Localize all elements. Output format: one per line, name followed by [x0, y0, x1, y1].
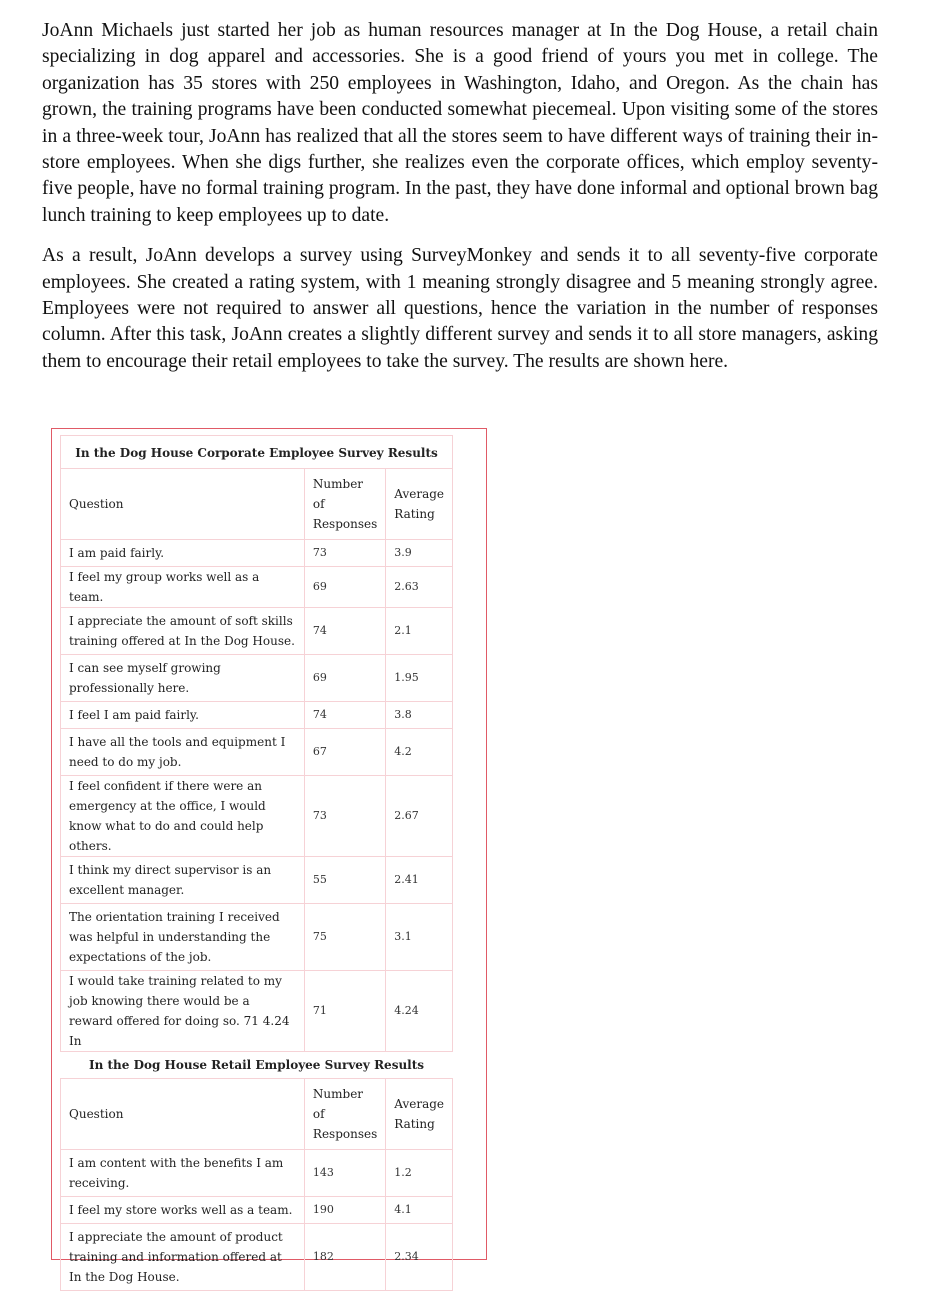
rating-cell: 3.9 — [386, 540, 453, 567]
rating-cell: 2.63 — [386, 567, 453, 608]
responses-cell: 69 — [304, 655, 385, 702]
retail-header-responses: Number of Responses — [304, 1079, 385, 1150]
rating-cell: 4.1 — [386, 1197, 453, 1224]
corporate-table-title: In the Dog House Corporate Employee Survey Results — [61, 436, 453, 469]
survey-results-figure — [51, 428, 487, 1284]
table-row — [61, 702, 453, 729]
question-cell: I would take training related to my job knowing there would be a reward offered for doing so. 71 4.24 In — [61, 971, 305, 1052]
rating-cell: 1.2 — [386, 1150, 453, 1197]
corporate-header-responses: Number of Responses — [304, 469, 385, 540]
corporate-header-question: Question — [61, 469, 305, 540]
responses-cell: 74 — [304, 608, 385, 655]
rating-cell: 2.34 — [386, 1224, 453, 1291]
question-cell: I can see myself growing professionally here. — [61, 655, 305, 702]
table-row — [61, 540, 453, 567]
question-cell: I feel my store works well as a team. — [61, 1197, 305, 1224]
rating-cell: 3.1 — [386, 904, 453, 971]
responses-cell: 55 — [304, 857, 385, 904]
question-cell: I think my direct supervisor is an excellent manager. — [61, 857, 305, 904]
responses-cell: 67 — [304, 729, 385, 776]
table-row — [61, 655, 453, 702]
question-cell: I feel I am paid fairly. — [61, 702, 305, 729]
question-cell: I am paid fairly. — [61, 540, 305, 567]
survey-results-table — [60, 435, 453, 1291]
retail-header-question: Question — [61, 1079, 305, 1150]
question-cell: I have all the tools and equipment I need to do my job. — [61, 729, 305, 776]
retail-header-row — [61, 1079, 453, 1150]
responses-cell: 182 — [304, 1224, 385, 1291]
table-row — [61, 971, 453, 1052]
document-body — [42, 18, 878, 375]
rating-cell: 2.41 — [386, 857, 453, 904]
table-row — [61, 904, 453, 971]
responses-cell: 73 — [304, 776, 385, 857]
table-row — [61, 567, 453, 608]
paragraph-intro: JoAnn Michaels just started her job as human resources manager at In the Dog House, a retail chain specializing in dog apparel and accessories. She is a good friend of yours you met in college. The organization has 35 stores with 250 employees in Washington, Idaho, and Oregon. As the chain has grown, the training programs have been conducted somewhat piecemeal. Upon visiting some of the stores in a three-week tour, JoAnn has realized that all the stores seem to have different ways of training their in-store employees. When she digs further, she realizes even the corporate offices, which employ seventy-five people, have no formal training program. In the past, they have done informal and optional brown bag lunch training to keep employees up to date. — [42, 20, 878, 226]
rating-cell: 4.24 — [386, 971, 453, 1052]
retail-table-title-row — [61, 1052, 453, 1079]
question-cell: I am content with the benefits I am receiving. — [61, 1150, 305, 1197]
responses-cell: 143 — [304, 1150, 385, 1197]
corporate-header-rating: Average Rating — [386, 469, 453, 540]
table-row — [61, 776, 453, 857]
table-row — [61, 608, 453, 655]
table-row — [61, 1197, 453, 1224]
question-cell: I feel confident if there were an emergency at the office, I would know what to do and could help others. — [61, 776, 305, 857]
rating-cell: 2.1 — [386, 608, 453, 655]
table-row — [61, 1150, 453, 1197]
table-row — [61, 1224, 453, 1291]
question-cell: I appreciate the amount of soft skills training offered at In the Dog House. — [61, 608, 305, 655]
paragraph-survey: As a result, JoAnn develops a survey using SurveyMonkey and sends it to all seventy-five corporate employees. She created a rating system, with 1 meaning strongly disagree and 5 meaning strongly agree. Employees were not required to answer all questions, hence the variation in the number of responses column. After this task, JoAnn creates a slightly different survey and sends it to all store managers, asking them to encourage their retail employees to take the survey. The results are shown here. — [42, 245, 878, 372]
rating-cell: 3.8 — [386, 702, 453, 729]
table-row — [61, 857, 453, 904]
responses-cell: 75 — [304, 904, 385, 971]
retail-header-rating: Average Rating — [386, 1079, 453, 1150]
responses-cell: 74 — [304, 702, 385, 729]
responses-cell: 73 — [304, 540, 385, 567]
corporate-table-title-row — [61, 436, 453, 469]
question-cell: I appreciate the amount of product training and information offered at In the Dog House. — [61, 1224, 305, 1291]
responses-cell: 190 — [304, 1197, 385, 1224]
responses-cell: 69 — [304, 567, 385, 608]
corporate-header-row — [61, 469, 453, 540]
rating-cell: 1.95 — [386, 655, 453, 702]
retail-table-title: In the Dog House Retail Employee Survey Results — [88, 1058, 425, 1072]
table-row — [61, 729, 453, 776]
question-cell: The orientation training I received was helpful in understanding the expectations of the job. — [61, 904, 305, 971]
responses-cell: 71 — [304, 971, 385, 1052]
question-cell: I feel my group works well as a team. — [61, 567, 305, 608]
rating-cell: 2.67 — [386, 776, 453, 857]
rating-cell: 4.2 — [386, 729, 453, 776]
